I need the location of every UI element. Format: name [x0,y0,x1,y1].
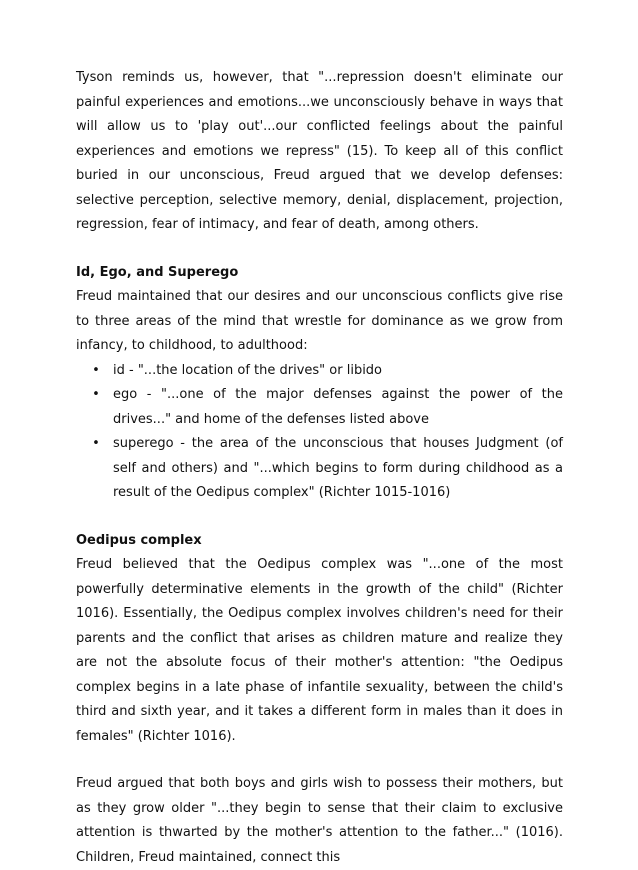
id-ego-intro-paragraph: Freud maintained that our desires and our unconscious conflicts give rise to three areas of the mind that wrestle for dominance as we grow from infancy, to childhood, to adulthood: [76,289,563,353]
document-page [76,66,563,870]
spacer [76,749,563,772]
mind-areas-list [76,359,563,506]
list-item [92,383,563,432]
oedipus-paragraph-2: Freud argued that both boys and girls wish to possess their mothers, but as they grow older "...they begin to sense that their claim to exclusive attention is thwarted by the mother's attention to the father..." (1016). Children, Freud maintained, connect this [76,776,563,865]
spacer [76,238,563,261]
oedipus-paragraph-1: Freud believed that the Oedipus complex was "...one of the most powerfully determinative elements in the growth of the child" (Richter 1016). Essentially, the Oedipus complex involves children's need for their parents and the conflict that arises as children mature and realize they are not the absolute focus of their mother's attention: "the Oedipus complex begins in a late phase of infantile sexuality, between the child's third and sixth year, and it takes a different form in males than it does in females" (Richter 1016). [76,557,563,744]
section-heading-id-ego-superego: Id, Ego, and Superego [76,264,239,280]
list-item-text: ego - "...one of the major defenses against the power of the drives..." and home of the defenses listed above [113,387,563,427]
list-item [92,359,563,384]
bullet-icon: • [92,387,100,402]
list-item-text: superego - the area of the unconscious that houses Judgment (of self and others) and "...which begins to form during childhood as a result of the Oedipus complex" (Richter 1015-1016) [113,436,563,500]
list-item [92,432,563,506]
section-heading-oedipus-complex: Oedipus complex [76,532,202,548]
list-item-text: id - "...the location of the drives" or libido [113,362,383,378]
bullet-icon: • [92,362,100,378]
spacer [76,506,563,529]
intro-paragraph: Tyson reminds us, however, that "...repression doesn't eliminate our painful experiences and emotions...we unconsciously behave in ways that will allow us to 'play out'...our conflicted feelings about the painful experiences and emotions we repress" (15). To keep all of this conflict buried in our unconscious, Freud argued that we develop defenses: selective perception, selective memory, denial, displacement, projection, regression, fear of intimacy, and fear of death, among others. [76,70,563,232]
bullet-icon: • [92,436,100,451]
